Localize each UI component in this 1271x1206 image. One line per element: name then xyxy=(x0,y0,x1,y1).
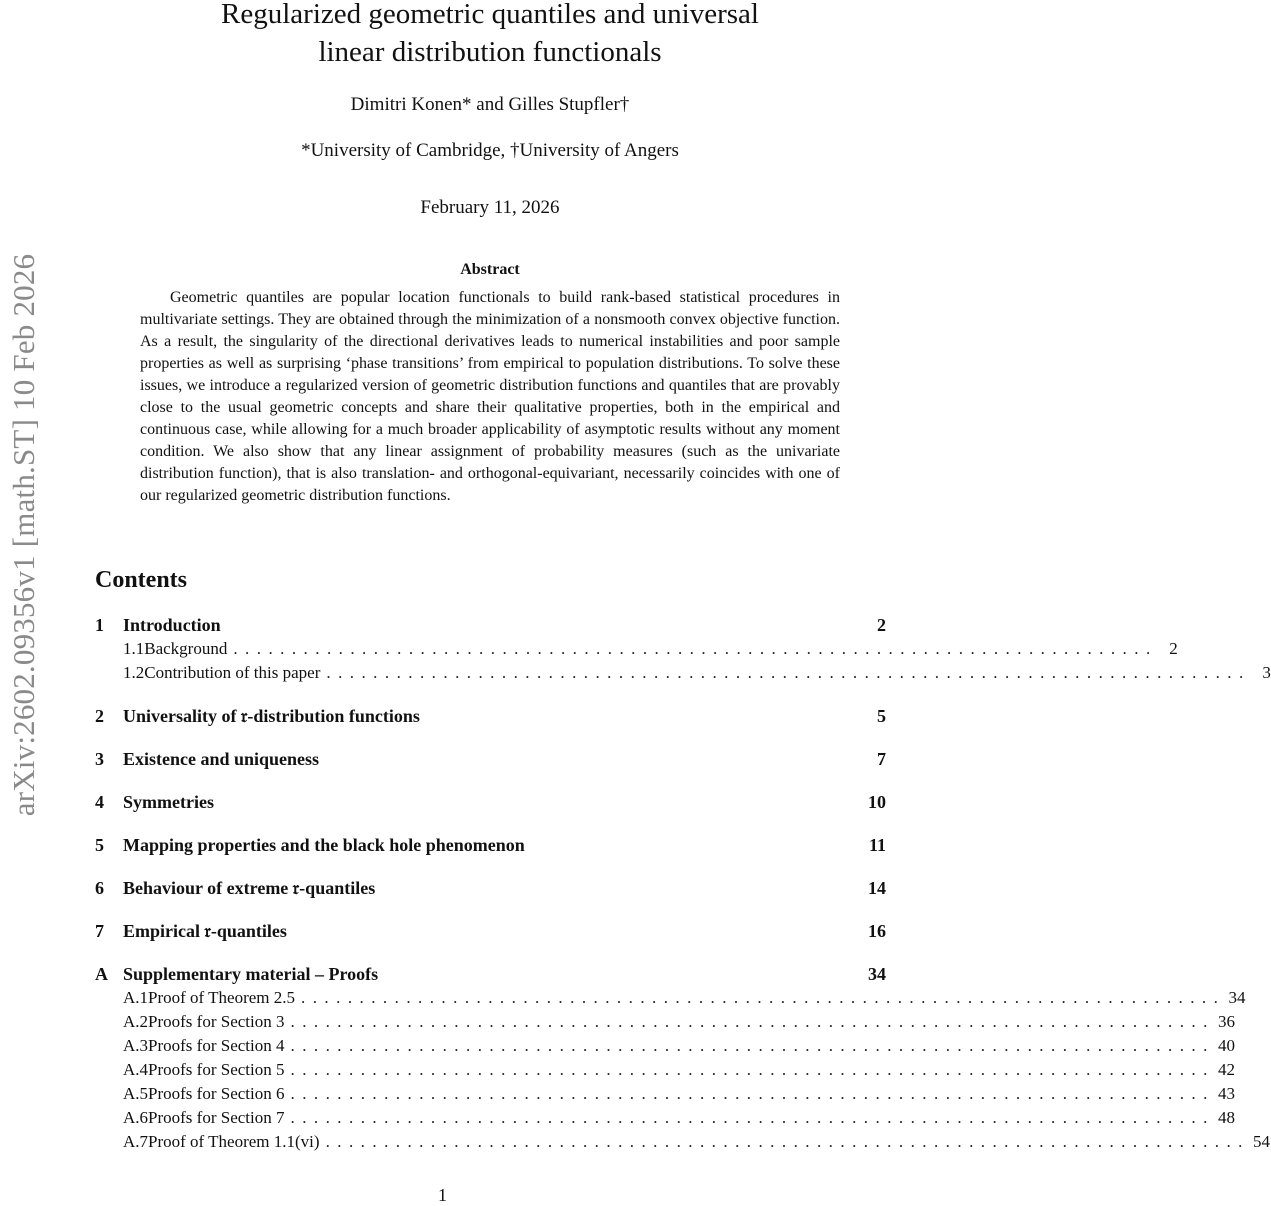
toc-label: Empirical 𝔯-quantiles xyxy=(123,921,287,941)
toc-number: 2 xyxy=(95,706,104,726)
toc-number: A.7 xyxy=(123,1132,149,1151)
toc-label: Proof of Theorem 1.1(vi) xyxy=(148,1132,320,1151)
toc-label: Proofs for Section 7 xyxy=(148,1108,285,1127)
toc-page: 43 xyxy=(1217,1084,1235,1103)
toc-number: A.2 xyxy=(123,1012,149,1031)
toc-label: Behaviour of extreme 𝔯-quantiles xyxy=(123,878,376,898)
toc-number: A.5 xyxy=(123,1084,149,1103)
toc-label: Introduction xyxy=(123,615,221,635)
toc-leader xyxy=(291,1084,1209,1104)
toc-entry[interactable] xyxy=(95,1084,1235,1108)
toc-leader xyxy=(233,639,1151,659)
toc-entry[interactable] xyxy=(95,1108,1235,1132)
toc-label: Mapping properties and the black hole phenomenon xyxy=(123,835,525,855)
toc-label: Proofs for Section 3 xyxy=(148,1012,285,1031)
arxiv-identifier: arXiv:2602.09356v1 [math.ST] 10 Feb 2026 xyxy=(6,253,41,817)
toc-page: 5 xyxy=(877,706,886,726)
toc-number: 3 xyxy=(95,749,104,769)
toc-number: 4 xyxy=(95,792,104,812)
toc-number: 1 xyxy=(95,615,104,635)
toc-page: 2 xyxy=(877,615,886,635)
toc-number: A.4 xyxy=(123,1060,149,1079)
toc-label: Proofs for Section 5 xyxy=(148,1060,285,1079)
toc-number: 5 xyxy=(95,835,104,855)
toc-page: 14 xyxy=(868,878,886,898)
toc-page: 10 xyxy=(868,792,886,812)
toc-entry[interactable] xyxy=(95,1012,1235,1036)
toc-page: 42 xyxy=(1217,1060,1235,1079)
toc-entry[interactable] xyxy=(95,706,886,730)
toc-entry[interactable] xyxy=(95,988,1246,1012)
toc-entry[interactable] xyxy=(95,749,886,773)
toc-page: 48 xyxy=(1217,1108,1235,1127)
toc-label: Background xyxy=(144,639,228,658)
toc-page: 11 xyxy=(868,835,886,855)
toc-leader xyxy=(301,988,1219,1008)
toc-entry[interactable] xyxy=(95,921,886,945)
toc-leader xyxy=(291,1036,1209,1056)
paper-title xyxy=(150,0,830,71)
toc-label: Contribution of this paper xyxy=(144,663,321,682)
toc-entry[interactable] xyxy=(95,663,1271,687)
date: February 11, 2026 xyxy=(420,197,560,218)
toc-page: 3 xyxy=(1262,663,1271,682)
affiliations: *University of Cambridge, †University of Angers xyxy=(301,140,679,161)
toc-page: 16 xyxy=(868,921,886,941)
title-line-1: Regularized geometric quantiles and universal xyxy=(221,0,759,30)
toc-page: 7 xyxy=(877,749,886,769)
toc-leader xyxy=(326,663,1244,683)
toc-label: Proofs for Section 6 xyxy=(148,1084,285,1103)
toc-number: A.1 xyxy=(123,988,149,1007)
toc-entry[interactable] xyxy=(95,1060,1235,1084)
toc-label: Universality of 𝔯-distribution functions xyxy=(123,706,420,726)
toc-page: 34 xyxy=(1228,988,1246,1007)
abstract-text: Geometric quantiles are popular location functionals to build rank-based statistical procedures in multivariate settings. They are obtained through the minimization of a nonsmooth convex objective function. As a result, the singularity of the directional derivatives leads to numerical instabilities and poor sample properties as well as surprising ‘phase transitions’ from empirical to population distributions. To solve these issues, we introduce a regularized version of geometric distribution functions and quantiles that are provably close to the usual geometric concepts and share their qualitative properties, both in the empirical and continuous case, while allowing for a much broader applicability of asymptotic results without any moment condition. We also show that any linear assignment of probability measures (such as the univariate distribution function), that is also translation- and orthogonal-equivariant, necessarily coincides with one of our regularized geometric distribution functions. xyxy=(140,289,840,504)
toc-number: 6 xyxy=(95,878,104,898)
toc-number: 1.1 xyxy=(123,639,145,658)
toc-number: A.3 xyxy=(123,1036,149,1055)
authors: Dimitri Konen* and Gilles Stupfler† xyxy=(350,94,630,115)
toc-label: Symmetries xyxy=(123,792,214,812)
toc-entry[interactable] xyxy=(95,615,886,639)
toc-label: Existence and uniqueness xyxy=(123,749,320,769)
toc-page: 2 xyxy=(1169,639,1178,658)
abstract-heading: Abstract xyxy=(460,261,520,278)
toc-label: Proofs for Section 4 xyxy=(148,1036,285,1055)
title-line-2: linear distribution functionals xyxy=(318,36,662,68)
toc-number: 7 xyxy=(95,921,104,941)
toc-page: 54 xyxy=(1253,1132,1271,1151)
page-number: 1 xyxy=(438,1185,447,1205)
contents-heading: Contents xyxy=(95,567,188,593)
table-of-contents xyxy=(95,615,1271,1156)
toc-entry[interactable] xyxy=(95,964,886,988)
toc-label: Supplementary material – Proofs xyxy=(123,964,379,984)
toc-entry[interactable] xyxy=(95,792,886,816)
toc-leader xyxy=(291,1060,1209,1080)
toc-entry[interactable] xyxy=(95,878,886,902)
toc-entry[interactable] xyxy=(95,639,1178,663)
toc-entry[interactable] xyxy=(95,835,886,859)
toc-number: 1.2 xyxy=(123,663,145,682)
toc-label: Proof of Theorem 2.5 xyxy=(148,988,296,1007)
toc-leader xyxy=(291,1012,1209,1032)
toc-page: 36 xyxy=(1217,1012,1235,1031)
arxiv-sidebar-stamp xyxy=(4,210,44,860)
toc-page: 40 xyxy=(1217,1036,1235,1055)
toc-leader xyxy=(326,1132,1244,1152)
toc-entry[interactable] xyxy=(95,1036,1235,1060)
toc-leader xyxy=(291,1108,1209,1128)
toc-number: A xyxy=(95,964,108,984)
toc-page: 34 xyxy=(868,964,886,984)
toc-entry[interactable] xyxy=(95,1132,1271,1156)
toc-number: A.6 xyxy=(123,1108,149,1127)
